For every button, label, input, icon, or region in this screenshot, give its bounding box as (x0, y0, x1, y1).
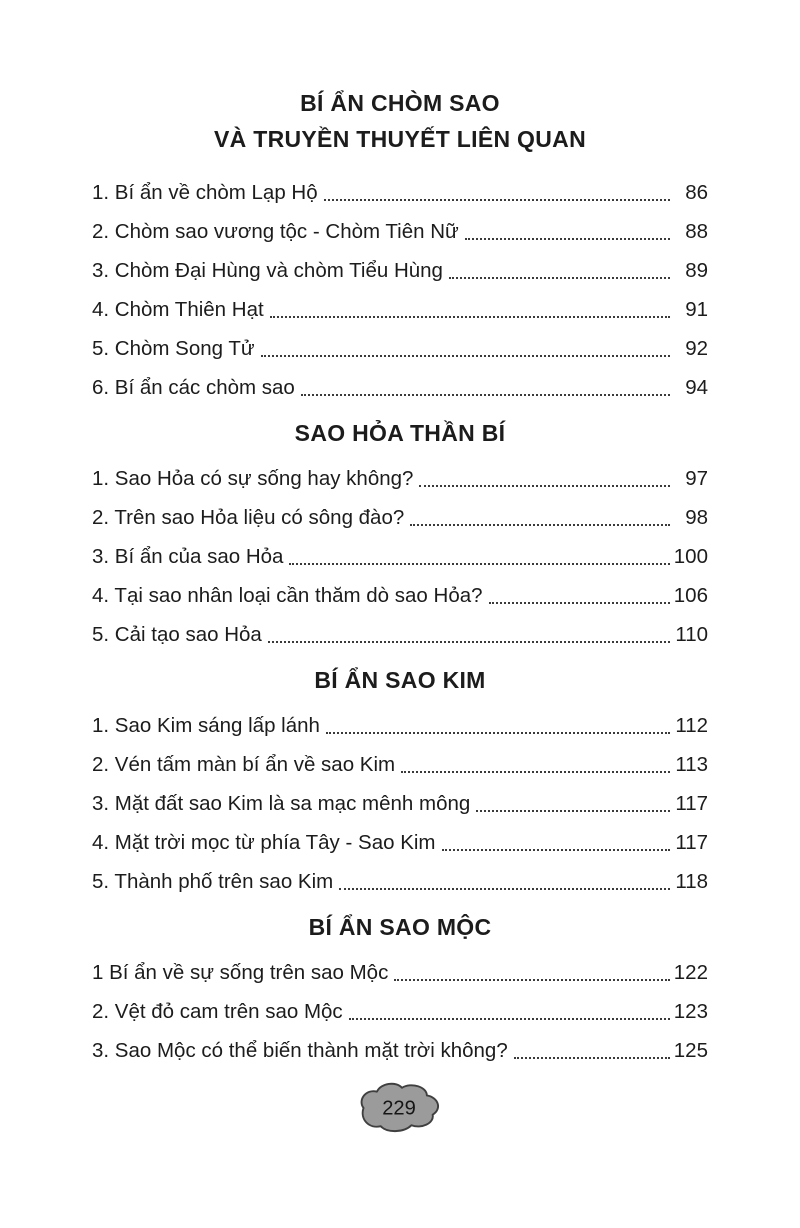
toc-page-number: 94 (685, 376, 708, 400)
dotted-leader (261, 355, 670, 357)
toc-page-number: 117 (675, 792, 708, 816)
dotted-leader (326, 732, 670, 734)
page-footer (92, 1079, 708, 1135)
toc-row (92, 714, 708, 738)
toc-title (92, 86, 708, 157)
toc-page-number: 91 (685, 298, 708, 322)
toc-item-label: 1. Sao Hỏa có sự sống hay không? (92, 467, 414, 491)
toc-row (92, 298, 708, 322)
toc-title-line-2: VÀ TRUYỀN THUYẾT LIÊN QUAN (214, 125, 586, 152)
dotted-leader (394, 979, 669, 981)
toc-item-label: 3. Sao Mộc có thể biến thành mặt trời không? (92, 1039, 508, 1063)
toc-row (92, 506, 708, 530)
toc-item-label: 1 Bí ẩn về sự sống trên sao Mộc (92, 961, 389, 985)
toc-row (92, 870, 708, 894)
toc-item-label: 6. Bí ẩn các chòm sao (92, 376, 295, 400)
toc-item-label: 2. Vén tấm màn bí ẩn về sao Kim (92, 753, 396, 777)
toc-page-number: 113 (675, 753, 708, 777)
toc-page-number: 117 (675, 831, 708, 855)
toc-title-line-1: BÍ ẨN CHÒM SAO (300, 90, 500, 116)
toc-item-label: 2. Trên sao Hỏa liệu có sông đào? (92, 506, 405, 530)
toc-page-number: 97 (685, 467, 708, 491)
toc-page-number: 89 (685, 259, 708, 283)
toc-page-number: 88 (685, 220, 708, 244)
section-heading-sao-kim: BÍ ẨN SAO KIM (314, 667, 486, 694)
dotted-leader (268, 641, 670, 643)
toc-row (92, 961, 708, 985)
toc-row (92, 1000, 708, 1024)
dotted-leader (476, 810, 670, 812)
dotted-leader (270, 316, 670, 318)
dotted-leader (489, 602, 670, 604)
dotted-leader (465, 238, 670, 240)
page-number-badge (352, 1079, 448, 1135)
toc-item-label: 1. Bí ẩn về chòm Lạp Hộ (92, 181, 318, 205)
toc-page-number: 100 (673, 545, 708, 569)
toc-row (92, 831, 708, 855)
toc-page-number: 86 (685, 181, 708, 205)
toc-row (92, 1039, 708, 1063)
toc-row (92, 259, 708, 283)
dotted-leader (449, 277, 670, 279)
toc-page-number: 122 (673, 961, 708, 985)
toc-page-number: 98 (685, 506, 708, 530)
dotted-leader (514, 1057, 670, 1059)
toc-item-label: 2. Chòm sao vương tộc - Chòm Tiên Nữ (92, 220, 459, 244)
dotted-leader (301, 394, 670, 396)
toc-item-label: 4. Chòm Thiên Hạt (92, 298, 264, 322)
footer-page-number: 229 (382, 1097, 416, 1120)
toc-row (92, 623, 708, 647)
toc-page-number: 125 (673, 1039, 708, 1063)
toc-item-label: 3. Mặt đất sao Kim là sa mạc mênh mông (92, 792, 471, 816)
dotted-leader (401, 771, 670, 773)
section-heading-sao-hoa: SAO HỎA THẦN BÍ (294, 420, 506, 447)
section-heading-sao-moc: BÍ ẨN SAO MỘC (308, 914, 492, 941)
toc-page-number: 123 (673, 1000, 708, 1024)
toc-row (92, 467, 708, 491)
toc-row (92, 376, 708, 400)
toc-row (92, 337, 708, 361)
toc-item-label: 4. Mặt trời mọc từ phía Tây - Sao Kim (92, 831, 436, 855)
dotted-leader (339, 888, 670, 890)
toc-row (92, 220, 708, 244)
toc-item-label: 3. Chòm Đại Hùng và chòm Tiểu Hùng (92, 259, 443, 283)
toc-item-label: 1. Sao Kim sáng lấp lánh (92, 714, 320, 738)
dotted-leader (442, 849, 670, 851)
dotted-leader (289, 563, 669, 565)
dotted-leader (324, 199, 670, 201)
toc-item-label: 4. Tại sao nhân loại cần thăm dò sao Hỏa? (92, 584, 483, 608)
dotted-leader (419, 485, 670, 487)
toc-row (92, 753, 708, 777)
toc-page-number: 112 (675, 714, 708, 738)
toc-page-number: 106 (673, 584, 708, 608)
toc-row (92, 545, 708, 569)
toc-row (92, 792, 708, 816)
toc-item-label: 3. Bí ẩn của sao Hỏa (92, 545, 284, 569)
toc-item-label: 5. Chòm Song Tử (92, 337, 255, 361)
toc-item-label: 5. Cải tạo sao Hỏa (92, 623, 262, 647)
toc-item-label: 5. Thành phố trên sao Kim (92, 870, 334, 894)
toc-page-number: 118 (675, 870, 708, 894)
dotted-leader (410, 524, 670, 526)
dotted-leader (349, 1018, 670, 1020)
toc-page-number: 92 (685, 337, 708, 361)
toc-item-label: 2. Vệt đỏ cam trên sao Mộc (92, 1000, 343, 1024)
toc-row (92, 584, 708, 608)
toc-page-number: 110 (675, 623, 708, 647)
toc-row (92, 181, 708, 205)
